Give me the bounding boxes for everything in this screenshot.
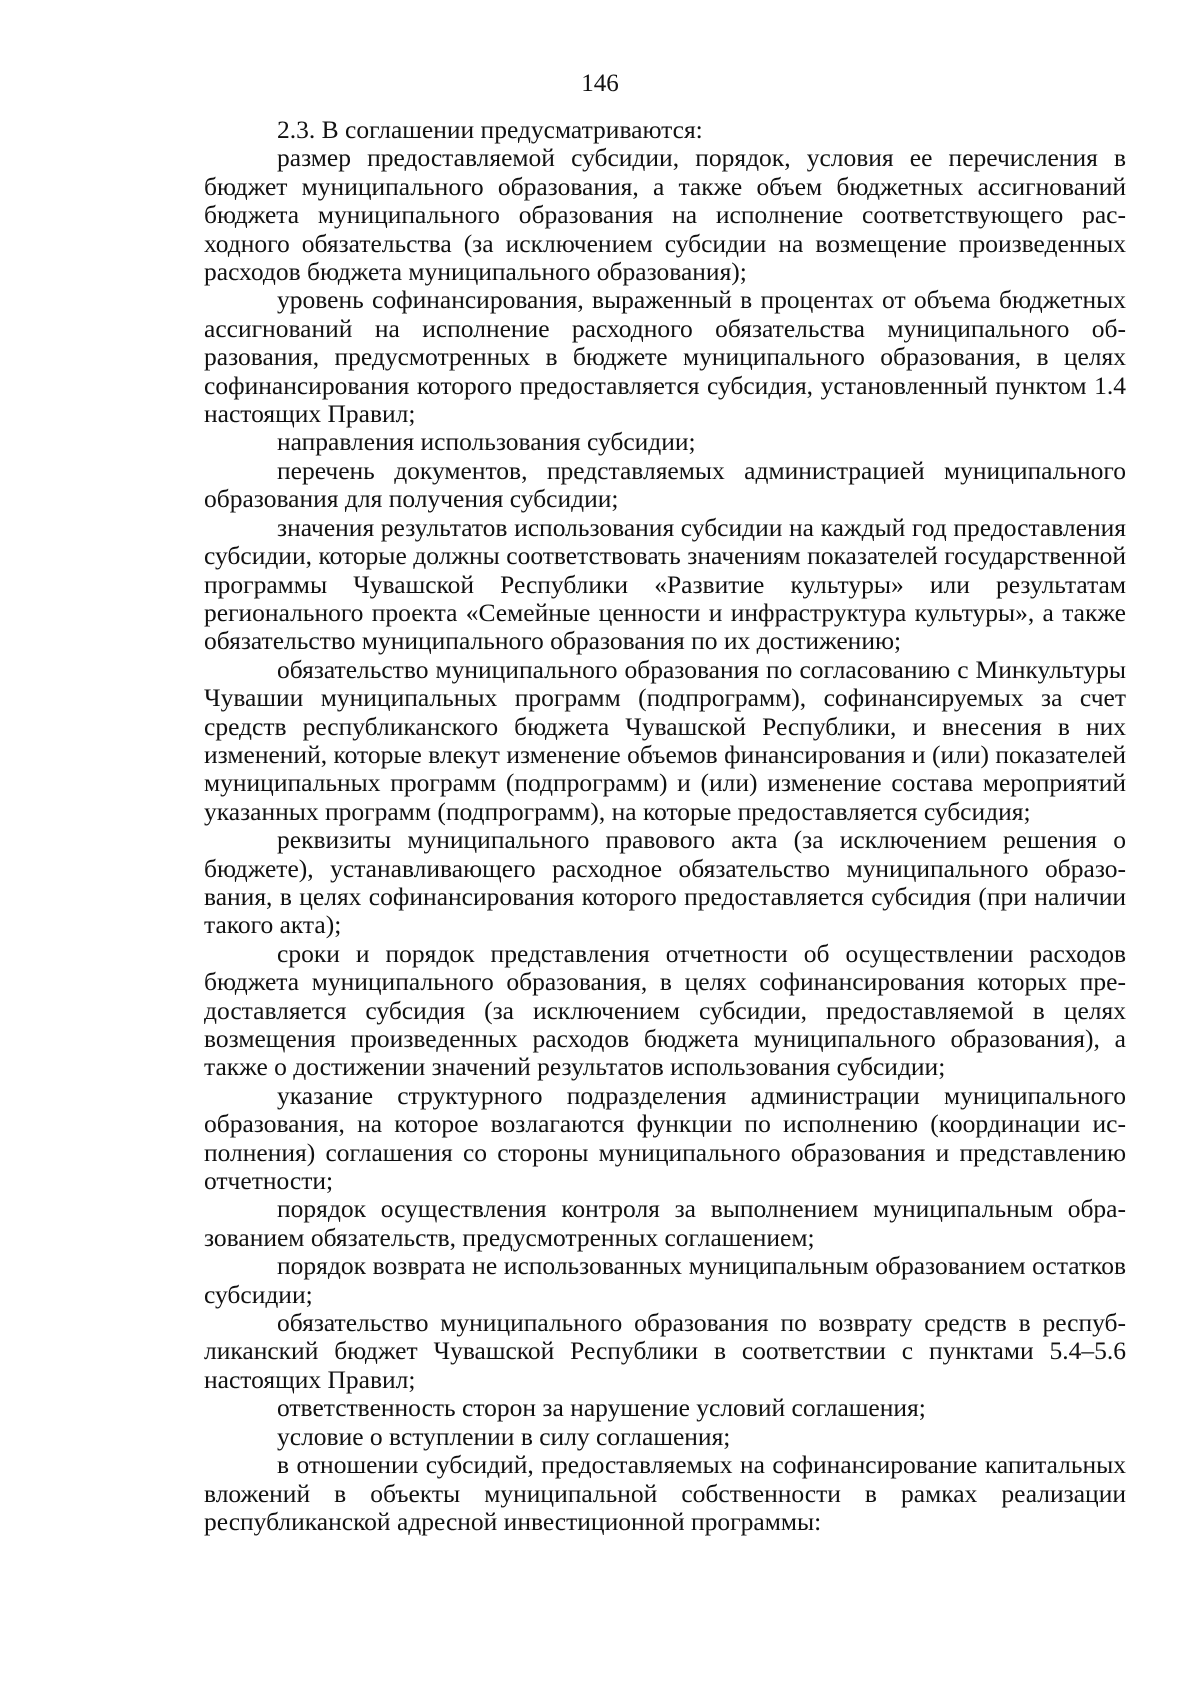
paragraph: размер предоставляемой субсидии, порядок, условия ее перечисления в бюджет муниципального образования, а также объем бюджетных ассигнований бюджета муниципального образования на исполнение соответствующего расходного обязательства (за исключением субсидии на возмещение произведенных расходов бюджета муниципального образования); <box>204 143 1126 287</box>
paragraph: сроки и порядок представления отчетности об осуществлении расходов бюджета муниципального образования, в целях софинансирования которых предоставляется субсидия (за исключением субсидии, предоставляемой в целях возмещения произведенных расходов бюджета муниципального образования), а также о достижении значений результатов использования субсидии; <box>204 938 1126 1082</box>
page-number: 146 <box>581 70 619 97</box>
paragraph: реквизиты муниципального правового акта (за исключением решения о бюджете), устанавливающего расходное обязательство муниципального образования, в целях софинансирования которого предоставляется субсидия (при наличии такого акта); <box>204 825 1126 940</box>
paragraph: обязательство муниципального образования по согласованию с Минкультуры Чувашии муниципальных программ (подпрограмм), софинансируемых за счет средств республиканского бюджета Чувашской Республики, и внесения в них изменений, которые влекут изменение объемов финансирования и (или) показателей муниципальных программ (подпрограмм) и (или) изменение состава мероприятий указанных программ (подпрограмм), на которые предоставляется субсидия; <box>204 654 1126 826</box>
paragraph: направления использования субсидии; <box>277 427 696 457</box>
paragraph: обязательство муниципального образования по возврату средств в республиканский бюджет Чувашской Республики в соответствии с пунктами 5.4–5.6 настоящих Правил; <box>204 1308 1126 1394</box>
section-heading: 2.3. В соглашении предусматриваются: <box>277 115 703 144</box>
paragraph: перечень документов, представляемых администрацией муниципального образования для получения субсидии; <box>204 455 1126 514</box>
paragraph: уровень софинансирования, выраженный в процентах от объема бюджетных ассигнований на исполнение расходного обязательства муниципального образования, предусмотренных в бюджете муниципального образования, в целях софинансирования которого предоставляется субсидия, установленный пунктом 1.4 настоящих Правил; <box>204 285 1126 429</box>
paragraph: порядок осуществления контроля за выполнением муниципальным образованием обязательств, предусмотренных соглашением; <box>204 1194 1126 1252</box>
paragraph: значения результатов использования субсидии на каждый год предоставления субсидии, которые должны соответствовать значениям показателей государственной программы Чувашской Республики «Развитие культуры» или результатам регионального проекта «Семейные ценности и инфраструктура культуры», а также обязательство муниципального образования по их достижению; <box>204 512 1126 656</box>
document-body <box>204 116 1126 1536</box>
paragraph: ответственность сторон за нарушение условий соглашения; <box>277 1393 926 1423</box>
paragraph: порядок возврата не использованных муниципальным образованием остатков субсидии; <box>204 1251 1126 1309</box>
paragraph: условие о вступлении в силу соглашения; <box>277 1421 731 1451</box>
paragraph: указание структурного подразделения администрации муниципального образования, на которое возлагаются функции по исполнению (координации исполнения) соглашения со стороны муниципального образования и представлению отчетности; <box>204 1080 1126 1196</box>
paragraph: в отношении субсидий, предоставляемых на софинансирование капитальных вложений в объекты муниципальной собственности в рамках реализации республиканской адресной инвестиционной программы: <box>204 1450 1126 1536</box>
